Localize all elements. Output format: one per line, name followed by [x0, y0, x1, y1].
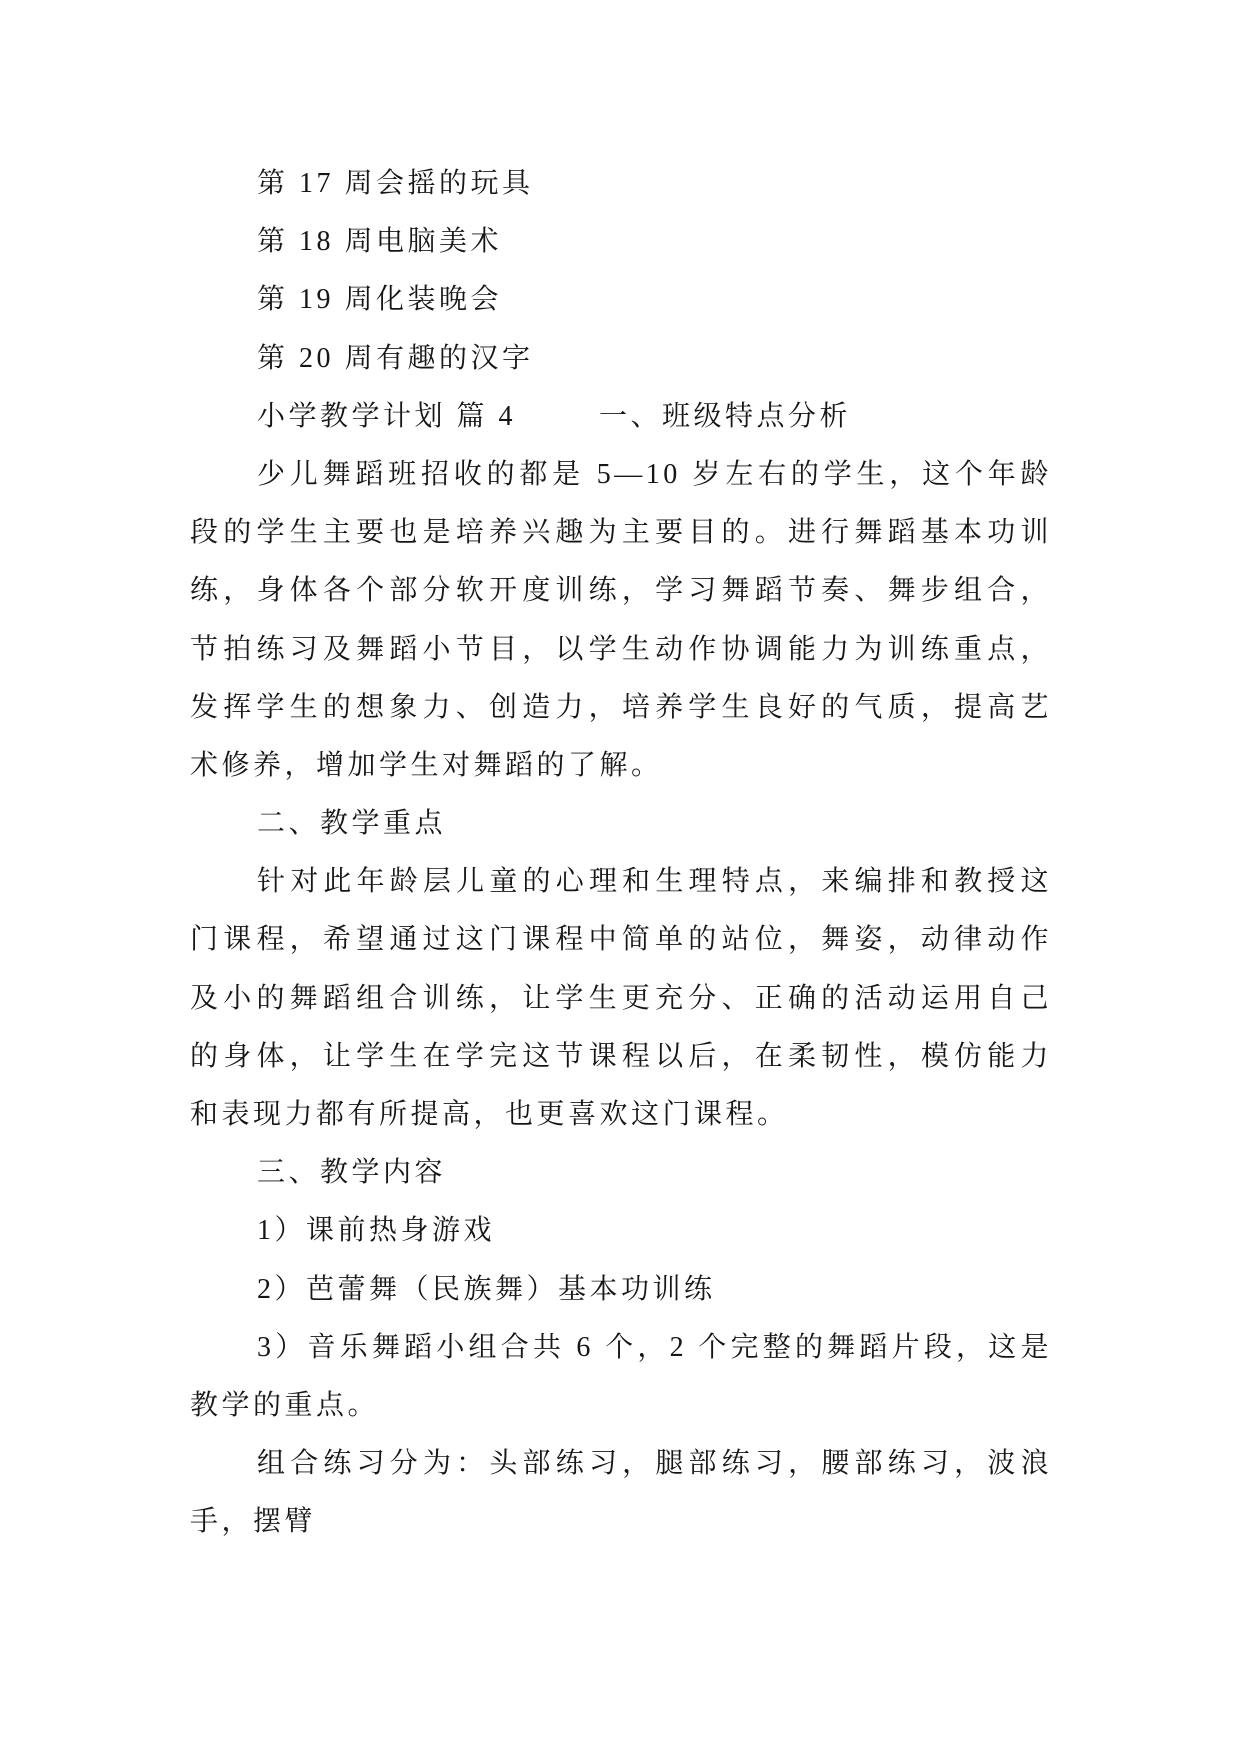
document-body: [190, 155, 1052, 1552]
paragraph-line: 少儿舞蹈班招收的都是 5—10 岁左右的学生，这个年龄: [257, 458, 1052, 490]
list-item: 2）芭蕾舞（民族舞）基本功训练: [257, 1273, 716, 1305]
paragraph-line: 发挥学生的想象力、创造力，培养学生良好的气质，提高艺: [190, 691, 1052, 723]
paragraph-line: 段的学生主要也是培养兴趣为主要目的。进行舞蹈基本功训: [190, 517, 1052, 549]
schedule-item: 第 19 周化装晚会: [257, 284, 503, 316]
plan-title-row: [190, 388, 1052, 446]
list-item-continuation: 教学的重点。: [190, 1389, 380, 1421]
section-heading-teaching-focus: 二、教学重点: [257, 808, 447, 840]
schedule-item: 第 20 周有趣的汉字: [257, 342, 534, 374]
section-heading-class-analysis: 一、班级特点分析: [599, 400, 852, 432]
schedule-item: 第 17 周会摇的玩具: [257, 168, 534, 199]
list-item: 1）课前热身游戏: [257, 1215, 496, 1247]
list-item: 3）音乐舞蹈小组合共 6 个，2 个完整的舞蹈片段，这是: [257, 1331, 1052, 1363]
paragraph-line: 组合练习分为：头部练习，腿部练习，腰部练习，波浪: [257, 1448, 1052, 1480]
paragraph-line: 节拍练习及舞蹈小节目，以学生动作协调能力为训练重点，: [190, 633, 1052, 665]
paragraph-line: 门课程，希望通过这门课程中简单的站位，舞姿，动律动作: [190, 924, 1052, 956]
paragraph-line: 及小的舞蹈组合训练，让学生更充分、正确的活动运用自己: [190, 982, 1052, 1014]
schedule-item: 第 18 周电脑美术: [257, 226, 503, 258]
plan-title: 小学教学计划 篇 4: [257, 400, 517, 432]
paragraph-line: 术修养，增加学生对舞蹈的了解。: [190, 749, 663, 781]
paragraph-line: 针对此年龄层儿童的心理和生理特点，来编排和教授这: [257, 866, 1052, 898]
paragraph-line: 练，身体各个部分软开度训练，学习舞蹈节奏、舞步组合，: [190, 575, 1052, 607]
paragraph-line: 和表现力都有所提高，也更喜欢这门课程。: [190, 1099, 789, 1130]
paragraph-line: 的身体，让学生在学完这节课程以后，在柔韧性，模仿能力: [190, 1040, 1052, 1072]
section-heading-teaching-content: 三、教学内容: [257, 1157, 447, 1189]
paragraph-line: 手，摆臂: [190, 1506, 317, 1538]
